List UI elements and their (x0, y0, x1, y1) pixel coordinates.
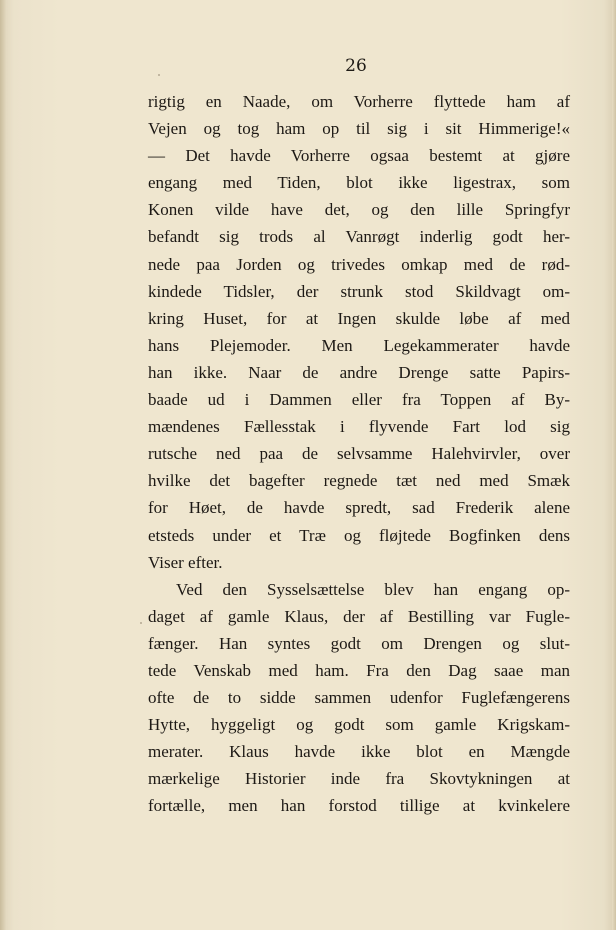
text-line: mændenes Fællesstak i flyvende Fart lod sig (148, 417, 570, 437)
body-text (148, 88, 570, 820)
text-line: — Det havde Vorherre ogsaa bestemt at gjøre (148, 146, 570, 166)
text-line: ofte de to sidde sammen udenfor Fuglefængerens (148, 688, 570, 708)
text-line: tede Venskab med ham. Fra den Dag saae man (148, 660, 570, 680)
text-line: nede paa Jorden og trivedes omkap med de rød- (148, 254, 570, 274)
text-line: engang med Tiden, blot ikke ligestrax, som (148, 173, 570, 193)
text-line: kindede Tidsler, der strunk stod Skildvagt om- (148, 281, 570, 301)
paper-speck (140, 622, 142, 624)
text-line: fortælle, men han forstod tillige at kvinkelere (148, 796, 570, 816)
text-line: Hytte, hyggeligt og godt som gamle Krigskam- (148, 715, 570, 735)
text-line: fænger. Han syntes godt om Drengen og slut- (148, 633, 570, 653)
text-line: hvilke det bagefter regnede tæt ned med Smæk (148, 471, 570, 491)
text-line: Viser efter. (148, 552, 223, 572)
page-number: 26 (345, 56, 367, 76)
page-left-edge (0, 0, 6, 930)
text-line: han ikke. Naar de andre Drenge satte Papirs- (148, 362, 570, 382)
text-line: Ved den Sysselsættelse blev han engang op- (176, 579, 570, 599)
text-line: etsteds under et Træ og fløjtede Bogfinken dens (148, 525, 570, 545)
text-line: kring Huset, for at Ingen skulde løbe af med (148, 308, 570, 328)
page-right-edge (612, 0, 616, 930)
text-line: Konen vilde have det, og den lille Springfyr (148, 200, 570, 220)
text-line: daget af gamle Klaus, der af Bestilling var Fugle- (148, 606, 570, 626)
text-line: hans Plejemoder. Men Legekammerater havde (148, 335, 570, 355)
text-line: rigtig en Naade, om Vorherre flyttede ham af (148, 92, 570, 111)
text-line: merater. Klaus havde ikke blot en Mængde (148, 742, 570, 762)
text-line: rutsche ned paa de selvsamme Halehvirvler, over (148, 444, 570, 464)
text-line: Vejen og tog ham op til sig i sit Himmerige!« (148, 119, 570, 139)
text-line: befandt sig trods al Vanrøgt inderlig godt her- (148, 227, 570, 247)
text-line: for Høet, de havde spredt, sad Frederik alene (148, 498, 570, 518)
text-line: baade ud i Dammen eller fra Toppen af By- (148, 390, 570, 410)
text-line: mærkelige Historier inde fra Skovtykningen at (148, 769, 570, 789)
